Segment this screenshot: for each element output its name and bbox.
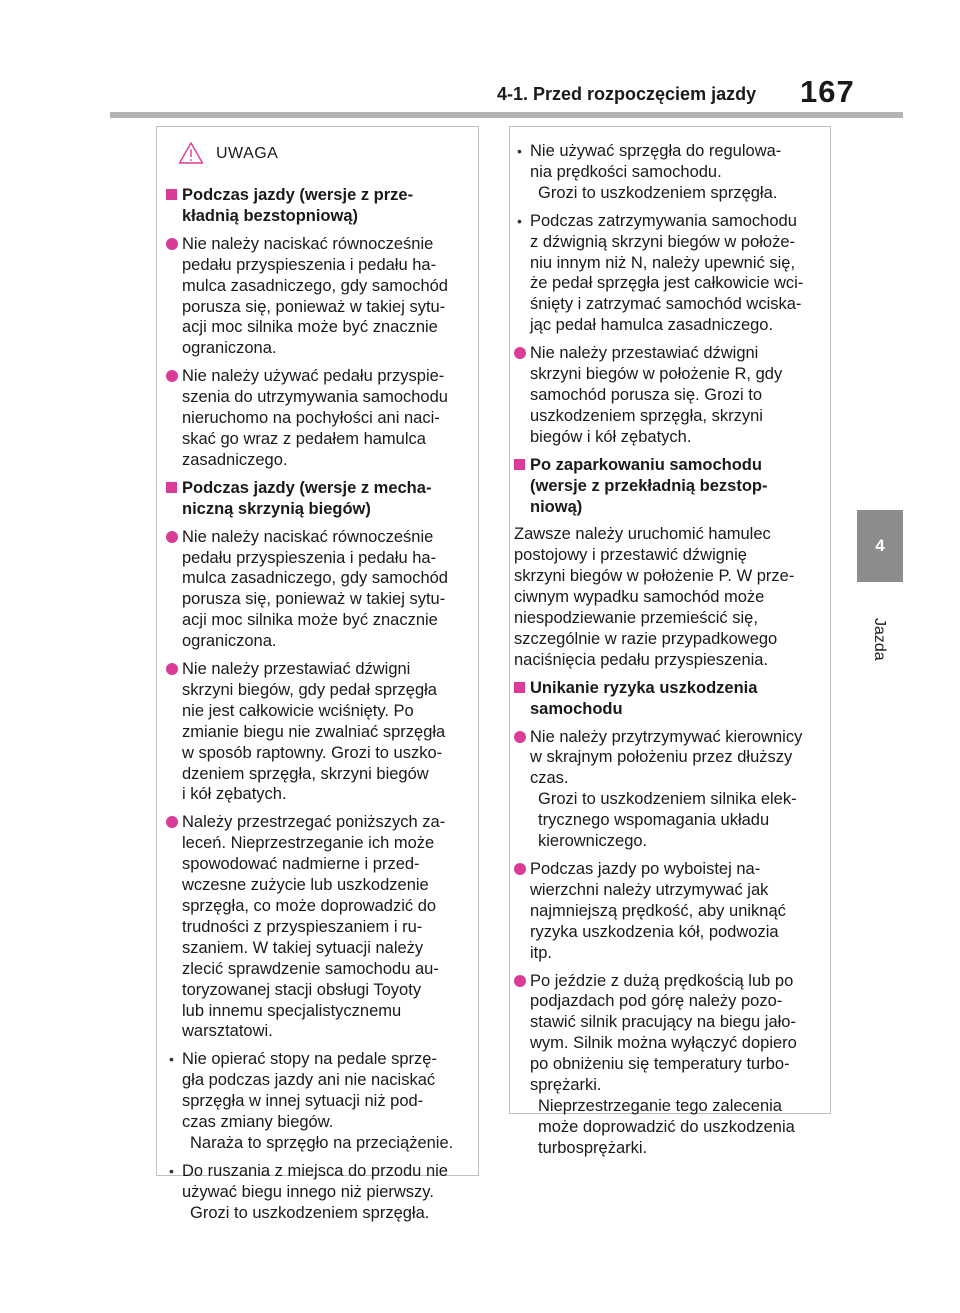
consequence-line: kierowniczego. bbox=[538, 832, 648, 851]
bullet-item bbox=[514, 211, 824, 336]
text-line: skrzyni biegów w położenie R, gdy bbox=[530, 365, 783, 384]
consequence-line: Grozi to uszkodzeniem sprzęgła. bbox=[190, 1203, 430, 1222]
pink-dot-icon bbox=[514, 343, 526, 365]
text-line: warsztatowi. bbox=[182, 1022, 273, 1041]
warning-header bbox=[166, 141, 472, 185]
pink-dot-icon bbox=[166, 659, 178, 681]
text-line: pedału przyspieszenia i pedału ha- bbox=[182, 255, 437, 274]
text-line: że pedał sprzęgła jest całkowicie wci- bbox=[530, 274, 804, 293]
text-line: Podczas zatrzymywania samochodu bbox=[530, 211, 797, 230]
text-line: Należy przestrzegać poniższych za- bbox=[182, 813, 446, 832]
text-line: Podczas jazdy (wersje z prze- bbox=[182, 186, 414, 204]
warning-label: UWAGA bbox=[216, 145, 279, 162]
section-title: 4-1. Przed rozpoczęciem jazdy bbox=[497, 84, 757, 104]
text-line: używać biegu innego niż pierwszy. bbox=[182, 1182, 434, 1201]
pink-dot-icon bbox=[166, 812, 178, 834]
warning-item bbox=[514, 727, 824, 852]
text-line: Nie używać sprzęgła do regulowa- bbox=[530, 142, 782, 160]
consequence-line: Grozi to uszkodzeniem silnika elek- bbox=[538, 790, 797, 809]
bullet-icon: • bbox=[517, 212, 522, 229]
text-line: szaniem. W takiej sytuacji należy bbox=[182, 938, 424, 957]
text-line: czas. bbox=[530, 769, 569, 788]
section-heading bbox=[166, 185, 472, 227]
text-line: skrzyni biegów, gdy pedał sprzęgła bbox=[182, 680, 437, 699]
text-line: samochód porusza się. Grozi to bbox=[530, 385, 763, 404]
warning-item bbox=[166, 366, 472, 471]
text-line: trudności z przyspieszaniem i ru- bbox=[182, 917, 423, 936]
warning-item bbox=[166, 812, 472, 1042]
text-line: itp. bbox=[530, 943, 553, 962]
text-line: stawić silnik pracujący na biegu jało- bbox=[530, 1013, 796, 1032]
bullet-icon: • bbox=[517, 143, 522, 159]
text-line: ograniczona. bbox=[182, 632, 277, 651]
text-line: nieruchomo na pochyłości ani naci- bbox=[182, 409, 440, 428]
text-line: najmniejszą prędkość, aby uniknąć bbox=[530, 901, 786, 920]
pink-square-icon bbox=[514, 455, 525, 476]
text-line: wczesne zużycie lub uszkodzenie bbox=[182, 876, 429, 895]
pink-dot-icon bbox=[166, 234, 178, 256]
text-line: po obniżeniu się temperatury turbo- bbox=[530, 1055, 790, 1074]
warning-item bbox=[166, 659, 472, 805]
bullet-icon: • bbox=[169, 1162, 174, 1179]
text-line: acji moc silnika może być znacznie bbox=[182, 611, 438, 630]
section-heading bbox=[514, 455, 824, 518]
bullet-item bbox=[166, 1161, 472, 1224]
consequence-line: może doprowadzić do uszkodzenia bbox=[538, 1117, 795, 1136]
text-line: Nie należy przestawiać dźwigni bbox=[182, 660, 411, 679]
text-line: w skrajnym położeniu przez dłuższy bbox=[530, 748, 793, 767]
text-line: skrzyni biegów w położenie P. W prze- bbox=[514, 567, 795, 586]
text-line: niu innym niż N, należy upewnić się, bbox=[530, 253, 796, 272]
text-line: szczególnie w razie przypadkowego bbox=[514, 629, 778, 648]
warning-item bbox=[514, 971, 824, 1159]
text-line: Po jeździe z dużą prędkością lub po bbox=[530, 971, 794, 990]
text-line: Nie należy naciskać równocześnie bbox=[182, 234, 434, 253]
text-line: uszkodzeniem sprzęgła, skrzyni bbox=[530, 406, 763, 425]
text-line: skać go wraz z pedałem hamulca bbox=[182, 429, 426, 448]
text-line: (wersje z przekładnią bezstop- bbox=[530, 476, 768, 495]
text-line: kładnią bezstopniową) bbox=[182, 206, 359, 225]
warning-item bbox=[514, 343, 824, 448]
left-content bbox=[166, 185, 472, 1224]
text-line: w sposób raptowny. Grozi to uszko- bbox=[182, 743, 443, 762]
bullet-icon: • bbox=[169, 1051, 174, 1068]
text-line: Nie należy naciskać równocześnie bbox=[182, 527, 434, 546]
bullet-item bbox=[514, 141, 824, 204]
text-line: spowodować nadmierne i przed- bbox=[182, 855, 420, 874]
pink-dot-icon bbox=[514, 859, 526, 881]
text-line: samochodu bbox=[530, 699, 623, 718]
consequence-line: Grozi to uszkodzeniem sprzęgła. bbox=[538, 183, 778, 202]
text-line: szenia do utrzymywania samochodu bbox=[182, 388, 448, 407]
text-line: mulca zasadniczego, gdy samochód bbox=[182, 569, 448, 588]
warning-triangle-icon bbox=[178, 141, 204, 165]
text-line: Nie opierać stopy na pedale sprzę- bbox=[182, 1050, 437, 1069]
text-line: jąc pedał hamulca zasadniczego. bbox=[530, 316, 774, 335]
text-line: ryzyka uszkodzenia kół, podwozia bbox=[530, 922, 779, 941]
text-line: śnięty i zatrzymać samochód wciska- bbox=[530, 295, 802, 314]
text-line: porusza się, ponieważ w takiej sytu- bbox=[182, 590, 446, 609]
section-heading bbox=[166, 478, 472, 520]
text-line: gła podczas jazdy ani nie naciskać bbox=[182, 1071, 436, 1090]
text-line: sprężarki. bbox=[530, 1076, 602, 1095]
text-line: sprzęgła w innej sytuacji niż pod- bbox=[182, 1092, 424, 1111]
text-line: Po zaparkowaniu samochodu bbox=[530, 455, 762, 474]
pink-dot-icon bbox=[514, 971, 526, 993]
header-rule bbox=[110, 112, 903, 118]
text-line: biegów i kół zębatych. bbox=[530, 427, 692, 446]
text-line: mulca zasadniczego, gdy samochód bbox=[182, 276, 448, 295]
text-line: i kół zębatych. bbox=[182, 785, 287, 804]
text-line: Nie należy używać pedału przyspie- bbox=[182, 367, 445, 386]
text-line: niczną skrzynią biegów) bbox=[182, 499, 371, 518]
text-line: lub innemu specjalistycznemu bbox=[182, 1001, 402, 1020]
text-line: nia prędkości samochodu. bbox=[530, 162, 722, 181]
paragraph bbox=[514, 524, 824, 670]
text-line: porusza się, ponieważ w takiej sytu- bbox=[182, 297, 446, 316]
text-line: z dźwignią skrzyni biegów w położe- bbox=[530, 232, 796, 251]
text-line: czas zmiany biegów. bbox=[182, 1113, 334, 1132]
consequence-line: trycznego wspomagania układu bbox=[538, 811, 770, 830]
text-line: wierzchni należy utrzymywać jak bbox=[530, 880, 769, 899]
text-line: toryzowanej stacji obsługi Toyoty bbox=[182, 980, 422, 999]
text-line: ciwnym wypadku samochód może bbox=[514, 588, 765, 607]
text-line: pedału przyspieszenia i pedału ha- bbox=[182, 548, 437, 567]
text-line: Nie należy przytrzymywać kierownicy bbox=[530, 727, 803, 746]
warning-item bbox=[514, 859, 824, 964]
right-content bbox=[514, 141, 824, 1159]
pink-square-icon bbox=[166, 185, 177, 206]
consequence-line: Naraża to sprzęgło na przeciążenie. bbox=[190, 1133, 454, 1152]
text-line: niespodziewanie przemieścić się, bbox=[514, 609, 758, 628]
text-line: dzeniem sprzęgła, skrzyni biegów bbox=[182, 764, 429, 783]
text-line: nie jest całkowicie wciśnięty. Po bbox=[182, 701, 414, 720]
page-number: 167 bbox=[800, 74, 855, 109]
text-line: sprzęgła, co może doprowadzić do bbox=[182, 897, 437, 915]
text-line: zlecić sprawdzenie samochodu au- bbox=[182, 959, 439, 978]
warning-item bbox=[166, 527, 472, 652]
text-line: postojowy i przestawić dźwignię bbox=[514, 546, 747, 565]
text-line: naciśnięcia pedału przyspieszenia. bbox=[514, 650, 769, 669]
pink-dot-icon bbox=[166, 366, 178, 388]
text-line: Podczas jazdy (wersje z mecha- bbox=[182, 478, 432, 497]
pink-square-icon bbox=[166, 478, 177, 499]
warning-box-left bbox=[156, 126, 479, 1222]
pink-dot-icon bbox=[514, 727, 526, 749]
bullet-item bbox=[166, 1049, 472, 1154]
text-line: Do ruszania z miejsca do przodu nie bbox=[182, 1161, 448, 1180]
warning-item bbox=[166, 234, 472, 359]
pink-square-icon bbox=[514, 678, 525, 699]
section-heading bbox=[514, 678, 824, 720]
text-line: ograniczona. bbox=[182, 339, 277, 358]
pink-dot-icon bbox=[166, 527, 178, 549]
text-line: leceń. Nieprzestrzeganie ich może bbox=[182, 834, 435, 853]
warning-box-right bbox=[509, 126, 831, 1157]
text-line: podjazdach pod górę należy pozo- bbox=[530, 992, 783, 1011]
chapter-label: Jazda bbox=[871, 618, 888, 661]
text-line: niową) bbox=[530, 497, 583, 516]
consequence-line: turbosprężarki. bbox=[538, 1138, 648, 1157]
text-line: Unikanie ryzyka uszkodzenia bbox=[530, 678, 758, 697]
chapter-tab[interactable]: 4 bbox=[857, 510, 903, 582]
text-line: Nie należy przestawiać dźwigni bbox=[530, 344, 759, 363]
text-line: zasadniczego. bbox=[182, 450, 288, 469]
text-line: Podczas jazdy po wyboistej na- bbox=[530, 860, 761, 878]
text-line: wym. Silnik można wyłączyć dopiero bbox=[530, 1034, 797, 1053]
text-line: acji moc silnika może być znacznie bbox=[182, 318, 438, 337]
text-line: Zawsze należy uruchomić hamulec bbox=[514, 525, 771, 544]
text-line: zmianie biegu nie zwalniać sprzęgła bbox=[182, 722, 446, 741]
consequence-line: Nieprzestrzeganie tego zalecenia bbox=[538, 1096, 782, 1115]
